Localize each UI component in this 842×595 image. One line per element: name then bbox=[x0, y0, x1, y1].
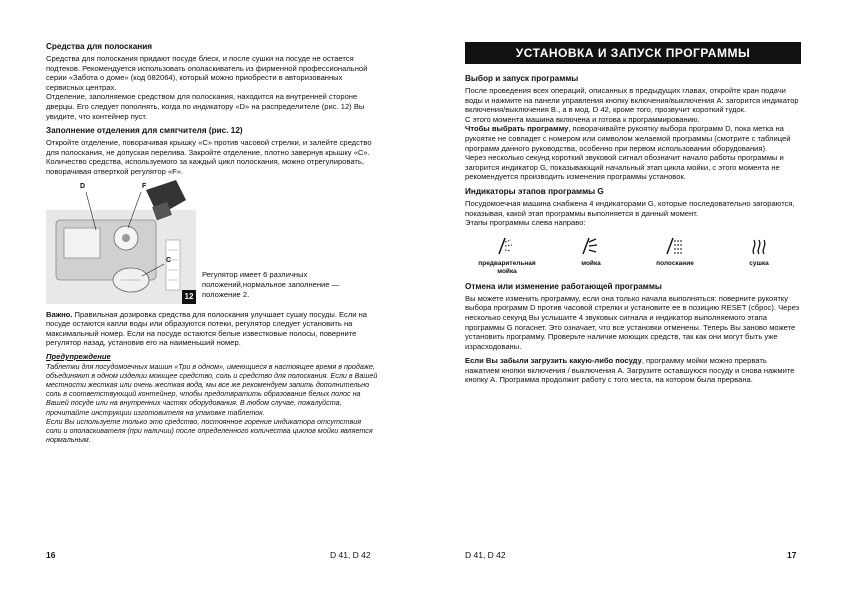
right-page bbox=[421, 0, 842, 595]
cancel-program-p1: Вы можете изменить программу, если она только начала выполняться: поверните рукоятку выбора программ D против часовой стрелки и установите ее в позицию RESET (сброс). Через несколько секунд Вы услышите 4 звуковых сигнала и индикатор выполняемого этапа программы G погаснет. Это означает, что все установки отменены. Теперь Вы заново можете установить программу. Проверьте наличие моющих средств, так как они могут быть уже израсходованы. bbox=[465, 293, 800, 351]
warning-title: Предупреждение bbox=[46, 351, 111, 361]
forgot-dishes-lead: Если Вы забыли загрузить какую-либо посуду bbox=[465, 356, 642, 366]
refill-heading: Заполнение отделения для смягчителя (рис. 12) bbox=[46, 126, 243, 136]
section-banner: УСТАНОВКА И ЗАПУСК ПРОГРАММЫ bbox=[465, 42, 801, 64]
program-select-lead: Чтобы выбрать программу bbox=[465, 124, 569, 134]
prewash-icon bbox=[495, 234, 519, 258]
rinse-aid-paragraph-2: Отделение, заполняемое средством для полоскания, находится на внутренней стороне дверцы. Его следует пополнять, когда по индикатору «D» на распределителе (рис. 12) Вы увидите, что контейнер пуст. bbox=[46, 92, 365, 121]
right-column bbox=[465, 42, 801, 385]
warning-paragraph-2: Если Вы используете только это средство, постоянное горение индикатора отсутствия соли и ополаскивателя (при наличии) после определенного количества циклов мойки является нормальным. bbox=[46, 416, 373, 445]
program-select-p2: С этого момента машина включена и готова к программированию. bbox=[465, 114, 700, 124]
page-number-right: 17 bbox=[787, 550, 797, 560]
stage-indicators-p2: Этапы программы слева направо: bbox=[465, 218, 586, 228]
forgot-dishes-text: , программу мойки можно прервать нажатием кнопки включения / выключения A. Загрузите оставшуюся посуду и снова нажмите кнопку A. Программа продолжит работу с того места, на котором была прервана. bbox=[465, 356, 795, 385]
stage-dry-label: сушка bbox=[749, 259, 769, 267]
stage-wash-label: мойка bbox=[581, 259, 601, 267]
model-right: D 41, D 42 bbox=[465, 550, 506, 560]
stage-indicators-heading: Индикаторы этапов программы G bbox=[465, 186, 604, 196]
stage-wash bbox=[555, 234, 627, 276]
page-number-left: 16 bbox=[46, 550, 56, 560]
refill-paragraph: Откройте отделение, поворачивая крышку «C» против часовой стрелки, и залейте средство для полоскания, не допуская перелива. Закройте отделение, плотно завернув крышку «C». Количество средства, используемого за каждый цикл полоскания, можно отрегулировать, поворачивая отверткой регулятор «F». bbox=[46, 138, 372, 176]
label-c: C bbox=[166, 256, 172, 264]
figure-caption: Регулятор имеет 6 различных положений,нормальное заполнение — положение 2. bbox=[202, 269, 340, 299]
program-select-p3 bbox=[465, 124, 801, 153]
important-text: Правильная дозировка средства для полоскания улучшает сушку посуды. Если на посуде остаются капли воды или образуются потеки, регулятор следует установить на максимальный номер. Если на посуде остаются белые известковые полосы, поверните регулятор назад, установив его на наименьший номер. bbox=[46, 309, 368, 348]
stage-indicators-p1: Посудомоечная машина снабжена 4 индикаторами G, которые последовательно загораются, показывая, какой этап программы выполняется в данный момент. bbox=[465, 198, 795, 218]
left-column bbox=[46, 42, 378, 444]
model-left: D 41, D 42 bbox=[330, 550, 371, 560]
warning-paragraph-1: Таблетки для посудомоечных машин «Три в одном», имеющиеся в настоящее время в продаже, объединяют в одном изделии моющее средство, соль и средство для полоскания. Если в Вашей местности жесткая или очень жесткая вода, мы все же рекомендуем запить дополнительно соль в соответствующий контейнер, чтобы предотвратить образование белых полос на Вашей посуде или на внутренних частях оборудования. В любом случае, пожалуйста, прочитайте инструкции изготовителя на упаковке таблеток. bbox=[46, 361, 378, 417]
figure-row bbox=[46, 180, 378, 304]
stage-prewash-label: предварительная мойка bbox=[478, 259, 536, 275]
program-select-text: , поворачивайте рукоятку выбора программ D, пока метка на рукоятке не совпадет с номером или символом желаемой программы (смотрите с таблицей программ данного руководства, особенно при первом использовании оборудования). bbox=[465, 124, 791, 153]
program-select-heading: Выбор и запуск программы bbox=[465, 74, 579, 83]
figure-number: 12 bbox=[182, 290, 196, 304]
important-paragraph bbox=[46, 310, 378, 348]
label-d: D bbox=[80, 182, 86, 190]
stage-icons-row bbox=[465, 234, 801, 276]
cancel-program-heading: Отмена или изменение работающей программы bbox=[465, 281, 662, 291]
forgot-dishes-paragraph bbox=[465, 356, 801, 385]
label-f: F bbox=[142, 182, 147, 190]
rinse-aid-heading: Средства для полоскания bbox=[46, 42, 153, 51]
program-select-p4: Через несколько секунд короткий звуковой сигнал обозначит начало работы программы и загорится индикатор G, показывающий начальный этап цикла мойки, с этого момента не рекомендуется производить изменения программы установок. bbox=[465, 153, 784, 182]
dispenser-figure bbox=[46, 180, 196, 304]
stage-dry bbox=[723, 234, 795, 276]
dispenser-illustration bbox=[46, 180, 196, 304]
important-lead: Важно. bbox=[46, 309, 73, 319]
program-select-p1: После проведения всех операций, описанных в предыдущих главах, откройте кран подачи воды и нажмите на панели управления кнопку включения/выключения A: загорится индикатор включения/выключения B., а в мод. D 42, кроме того, прозвучит короткий гудок. bbox=[465, 86, 799, 115]
stage-prewash bbox=[471, 234, 543, 276]
wash-icon bbox=[579, 234, 603, 258]
stage-rinse-label: полоскание bbox=[656, 259, 694, 267]
rinse-aid-paragraph-1: Средства для полоскания придают посуде блеск, и после сушки на посуде не остается подтеков. Рекомендуется использовать ополаскиватель из фирменной профессиональной серии «Забота о доме» (код 082064), который можно приобрести в авторизованных сервисных центрах. bbox=[46, 54, 368, 92]
stage-rinse bbox=[639, 234, 711, 276]
rinse-icon bbox=[663, 234, 687, 258]
dry-icon bbox=[747, 234, 771, 258]
